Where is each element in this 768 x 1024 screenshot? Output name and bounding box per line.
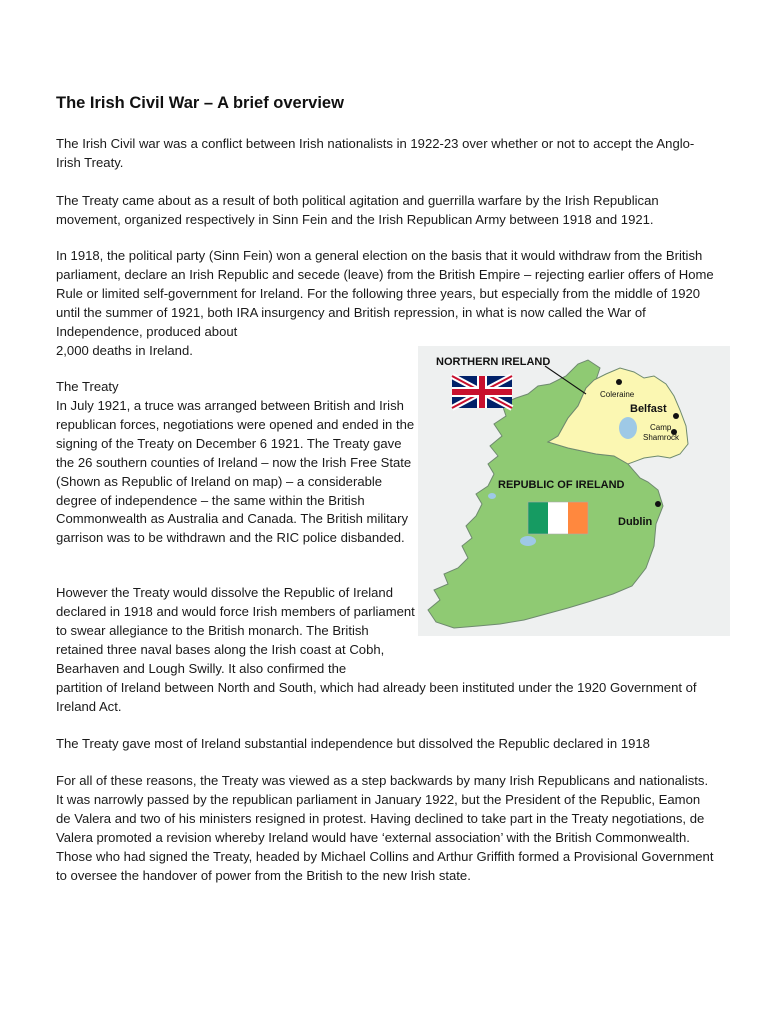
paragraph-deaths: 2,000 deaths in Ireland. — [56, 343, 193, 358]
paragraph-truce: In July 1921, a truce was arranged between British and Irish republican forces, negotiations were opened and ended in the signing of the Treaty on December 6 1921. The Treaty gave the 26 southern counties of Ireland – now the Irish Free State (Shown as Republic of Ireland on map) – a considerable degree of independence – the same within the British Commonwealth as Australia and Canada. The British military garrison was to be withdrawn and the RIC police disbanded. — [56, 398, 415, 546]
coleraine-dot — [616, 379, 622, 385]
paragraph-summary: The Treaty gave most of Ireland substantial independence but dissolved the Republic declared in 1918 — [56, 736, 650, 751]
ireland-map — [418, 346, 730, 636]
paragraph-partition: partition of Ireland between North and South, which had already been instituted under the 1920 Government of Ireland Act. — [56, 680, 697, 714]
heading-the-treaty: The Treaty — [56, 379, 119, 394]
paragraph-intro: The Irish Civil war was a conflict between Irish nationalists in 1922-23 over whether or not to accept the Anglo-Irish Treaty. — [56, 136, 695, 170]
belfast-dot — [673, 413, 679, 419]
ireland-map-svg — [418, 346, 730, 636]
coleraine-label: Coleraine — [600, 390, 635, 399]
camp-label: Camp — [650, 423, 672, 432]
republic-of-ireland-label: REPUBLIC OF IRELAND — [498, 479, 625, 491]
shamrock-label: Shamrock — [643, 433, 680, 442]
paragraph-treaty-dissolve: However the Treaty would dissolve the Republic of Ireland declared in 1918 and would force Irish members of parliament to swear allegiance to the British monarch. The British retained three naval bases along the Irish coast at Cobh, Bearhaven and Lough Swilly. It also confirmed the — [56, 585, 415, 676]
paragraph-treaty-origin: The Treaty came about as a result of both political agitation and guerrilla warfare by the Irish Republican movement, organized respectively in Sinn Fein and the Irish Republican Army between 1918 and 1921. — [56, 193, 659, 227]
dublin-label: Dublin — [618, 516, 653, 528]
northern-ireland-label: NORTHERN IRELAND — [436, 356, 551, 368]
lough-neagh — [619, 417, 637, 439]
lake-shape — [520, 536, 536, 546]
document-title: The Irish Civil War – A brief overview — [56, 94, 344, 112]
belfast-label: Belfast — [630, 403, 667, 415]
paragraph-reasons: For all of these reasons, the Treaty was viewed as a step backwards by many Irish Republicans and nationalists. It was narrowly passed by the republican parliament in January 1922, but the President of the Republic, Eamon de Valera and two of his ministers resigned in protest. Having declined to take part in the Treaty negotiations, de Valera promoted a revision whereby Ireland would have ‘external association’ with the British Commonwealth. Those who had signed the Treaty, headed by Michael Collins and Arthur Griffith formed a Provisional Government to oversee the handover of power from the British to the new Irish state. — [56, 773, 714, 883]
irish-tricolour-flag — [528, 502, 588, 534]
paragraph-1918-election: In 1918, the political party (Sinn Fein) won a general election on the basis that it would withdraw from the British parliament, declare an Irish Republic and secede (leave) from the British Empire – rejecting earlier offers of Home Rule or limited self-government for Ireland. For the following three years, but especially from the middle of 1920 until the summer of 1921, both IRA insurgency and British repression, in what is now called the War of Independence, produced about — [56, 248, 714, 339]
dublin-dot — [655, 501, 661, 507]
lake-shape — [488, 493, 496, 499]
union-jack-flag — [452, 376, 512, 408]
